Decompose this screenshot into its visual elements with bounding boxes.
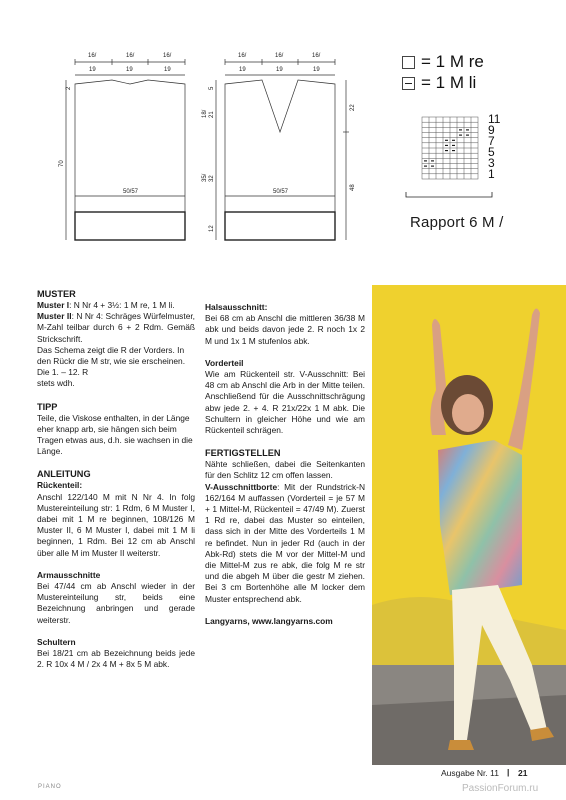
schultern-text: Bei 18/21 cm ab Bezeichnung beids jede 2. R 10x 4 M / 2x 4 M + 8x 5 M abk.	[37, 648, 195, 670]
watermark: PassionForum.ru	[462, 783, 539, 794]
front-top2-dim-2: 19	[276, 67, 283, 73]
vorderteil-text: Wie am Rückenteil str. V-Ausschnitt: Bei 48 cm ab Anschl die Arb in der Mitte teilen. Anschließend für die Ausschnittschrägung abw jede 2. + 4. R 21x/22x 1 M abk. Die Schultern in gleicher Höhe und wie am Rückenteil schrägen.	[205, 369, 365, 436]
model-photo-illustration	[372, 285, 566, 765]
armausschnitte-label: Armausschnitte	[37, 569, 101, 580]
back-schematic-drawing	[40, 50, 200, 250]
back-top2-dim-3: 19	[164, 67, 171, 73]
rapport-bracket	[404, 190, 494, 202]
tipp-text: Teile, die Viskose enthalten, in der Länge eher knapp arb, sie hängen sich beim Tragen etwas aus, d.h. sie wachsen in die Länge.	[37, 412, 193, 457]
front-top2-dim-3: 19	[313, 67, 320, 73]
legend-purl-label: = 1 M li	[421, 73, 477, 92]
rueckenteil-label: Rückenteil:	[37, 480, 83, 491]
front-left-dim-6: 12	[209, 225, 215, 232]
heading-muster: MUSTER	[37, 289, 76, 299]
legend-purl	[402, 73, 476, 93]
vorderteil-label: Vorderteil	[205, 357, 244, 368]
front-left-dim-3: 21	[209, 111, 215, 118]
front-width-dim: 50/57	[273, 189, 289, 195]
muster-2-label: Muster II	[37, 311, 72, 322]
armausschnitte-text: Bei 47/44 cm ab Anschl wieder in der Mustereinteilung str, beids eine Bezeichnung anbringen und gerade weiterstr.	[37, 581, 195, 625]
halsausschnitt-text: Bei 68 cm ab Anschl die mittleren 36/38 M abk und beids davon jede 2. R noch 1x 2 M und 1x 1 M stufenlos abk.	[205, 313, 365, 346]
footer-page-number: 21	[518, 768, 528, 778]
back-top-dim-3: 16/	[163, 53, 172, 59]
legend-knit-label: = 1 M re	[421, 52, 484, 71]
front-top2-dim-1: 19	[239, 67, 246, 73]
rapport-bracket-line	[404, 191, 494, 203]
muster-1-text: : N Nr 4 + 3½: 1 M re, 1 M li.	[69, 300, 175, 310]
row-number: 11	[488, 112, 501, 126]
front-right-dim-1: 22	[350, 104, 356, 111]
heading-fertigstellen: FERTIGSTELLEN	[205, 448, 281, 459]
instructions-col-2	[205, 302, 365, 627]
back-top-dim-2: 16/	[126, 53, 135, 59]
schultern-label: Schultern	[37, 636, 76, 647]
knit-square-icon	[402, 56, 415, 69]
muster-2-more: Das Schema zeigt die R der Vorders. In den Rückr die M str, wie sie erscheinen. Die 1. – 12. R	[37, 344, 186, 378]
front-top-dim-2: 16/	[275, 53, 284, 59]
halsausschnitt-label: Halsausschnitt:	[205, 302, 268, 312]
muster-2-end: stets wdh.	[37, 378, 75, 389]
front-left-dim-4: 35/	[202, 173, 208, 182]
muster-2-text: : N Nr 4: Schräges Würfelmuster, M-Zahl teilbar durch 6 + 2 Rdm. Gemäß Strickschrift.	[37, 311, 196, 344]
v-ausschnittborte-label: V-Ausschnittborte	[205, 481, 278, 492]
footer-separator: |	[507, 767, 510, 777]
fertigstellen-text: Nähte schließen, dabei die Seitenkanten für den Schlitz 12 cm offen lassen.	[205, 459, 365, 481]
instructions-col-1	[37, 288, 195, 670]
model-photo	[372, 285, 566, 765]
purl-square-icon	[402, 77, 415, 90]
back-top-dim-1: 16/	[88, 53, 97, 59]
row-number: 9	[488, 123, 495, 137]
front-left-dim-2: 18/	[202, 109, 208, 118]
row-number: 5	[488, 145, 495, 159]
back-schematic	[40, 50, 200, 250]
stitch-chart	[420, 115, 482, 183]
back-shoulder-dim: 2	[66, 86, 72, 90]
front-left-dim-5: 32	[209, 175, 215, 182]
row-number: 3	[488, 156, 495, 170]
front-schematic	[192, 50, 372, 250]
back-height-dim: 70	[59, 160, 65, 167]
back-top2-dim-2: 19	[126, 67, 133, 73]
back-width-dim: 50/57	[123, 189, 139, 195]
legend-knit	[402, 52, 484, 72]
footer-brand: PIANO	[38, 784, 62, 790]
front-right-dim-2: 48	[350, 184, 356, 191]
v-ausschnittborte-text: : Mit der Rundstrick-N 162/164 M auffassen (Vorderteil = je 57 M + 1 Mittel-M, Rückenteil = 47/49 M). Zuerst 1 Rd re, dabei das Muster so einteilen, dass sich in der Mitte des Vorderteils 1 M re befindet. Nun in jeder Rd (auch in der Abk-Rd) stets die M vor der Mittel-M und die Mittel-M zus re abk, die folg M re str und die abgeh M über die gestr M ziehen. Bei 3 cm Bortenhöhe alle M locker dem Muster entsprechend abk.	[205, 481, 365, 604]
heading-tipp: TIPP	[37, 401, 58, 412]
langyarns-credit: Langyarns, www.langyarns.com	[205, 615, 333, 626]
heading-anleitung: ANLEITUNG	[37, 469, 91, 480]
rapport-label: Rapport 6 M /	[410, 214, 504, 231]
muster-1-label: Muster I	[37, 300, 70, 310]
row-number: 1	[488, 167, 495, 181]
stitch-chart-grid	[420, 115, 482, 183]
front-top-dim-1: 16/	[238, 53, 247, 59]
row-number: 7	[488, 134, 495, 148]
front-left-dim-1: 5	[209, 86, 215, 90]
front-top-dim-3: 16/	[312, 53, 321, 59]
front-schematic-drawing	[192, 50, 372, 250]
rueckenteil-text: Anschl 122/140 M mit N Nr 4. In folg Mustereinteilung str: 1 Rdm, 6 M Muster I, dabei mit 1 M re beginnen, 108/126 M Muster II, 6 M Muster I, dabei mit 1 M li beginnen, 1 Rdm. Bei 12 cm ab Anschl über alle M im Muster II weiterstr.	[37, 491, 195, 558]
back-top2-dim-1: 19	[89, 67, 96, 73]
footer-issue: Ausgabe Nr. 11	[441, 768, 499, 778]
chart-row-numbers	[488, 114, 508, 180]
